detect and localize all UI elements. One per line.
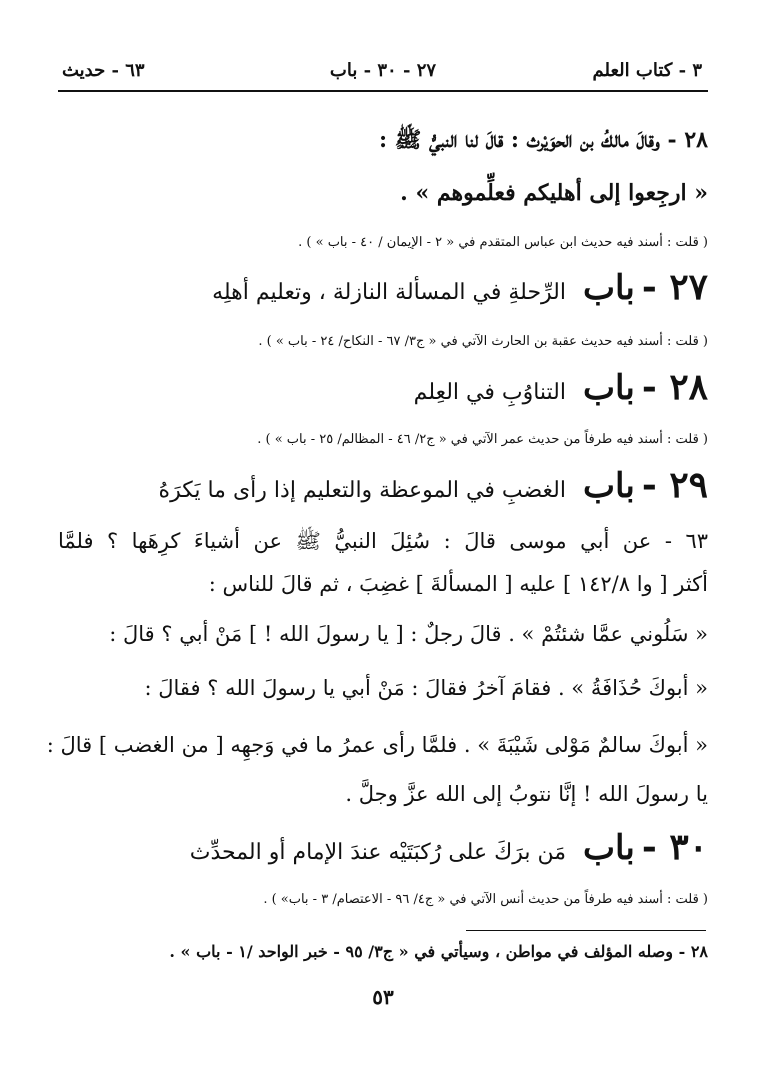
chapter-number: ٣٠ -	[641, 826, 708, 868]
hadith-line: « أبوكَ سالمٌ مَوْلى شَيْبَةَ » . فلمَّا رأى عمرُ ما في وَجهِه [ من الغضب ] قالَ :	[46, 733, 708, 757]
running-header	[58, 56, 708, 92]
page-number: ٥٣	[372, 985, 394, 1009]
chapter-heading	[58, 266, 708, 308]
text-line: ٢٨ - وقالَ مالكُ بن الحوَيْرث : قالَ لنا النبيُّ ﷺ :	[378, 127, 708, 153]
header-hadith-number: ٦٣ - حديث	[62, 60, 145, 81]
footnote: ٢٨ - وصله المؤلف في مواطن ، وسيأتي في « ج٣/ ٩٥ - خبر الواحد /١ - باب » .	[169, 942, 708, 961]
chapter-bab: باب	[583, 368, 635, 408]
chapter-heading	[58, 464, 708, 506]
chapter-bab: باب	[583, 268, 635, 308]
chapter-bab: باب	[583, 466, 635, 506]
chapter-number: ٢٨ -	[641, 366, 708, 408]
note-line: ( قلت : أسند فيه طرفاً من حديث عمر الآتي في « ج٢/ ٤٦ - المظالم/ ٢٥ - باب » ) .	[257, 432, 708, 447]
chapter-title: التناوُبِ في العِلم	[413, 380, 566, 405]
text-line: « ارجِعوا إلى أهليكم فعلِّموهم » .	[400, 180, 708, 206]
hadith-line: « سَلُوني عمَّا شئتُمْ » . قالَ رجلٌ : [ يا رسولَ الله ! ] مَنْ أبي ؟ قالَ :	[109, 622, 708, 646]
note-line: ( قلت : أسند فيه طرفاً من حديث أنس الآتي في « ج٤/ ٩٦ - الاعتصام/ ٣ - باب» ) .	[263, 892, 708, 907]
chapter-number: ٢٧ -	[641, 266, 708, 308]
footnote-divider	[466, 930, 706, 931]
note-line: ( قلت : أسند فيه حديث عقبة بن الحارث الآتي في « ج٣/ ٦٧ - النكاح/ ٢٤ - باب » ) .	[258, 334, 708, 349]
hadith-line: « أبوكَ حُذَافَةُ » . فقامَ آخرُ فقالَ : مَنْ أبي يا رسولَ الله ؟ فقالَ :	[144, 676, 708, 700]
chapter-title: مَن برَكَ على رُكبَتَيْه عندَ الإمام أو المحدِّث	[189, 840, 566, 865]
chapter-bab: باب	[583, 828, 635, 868]
header-book-title: ٣ - كتاب العلم	[592, 60, 702, 81]
hadith-line: أكثر [ وا ١٤٢/٨ ] عليه [ المسألةَ ] غضِبَ ، ثم قالَ للناس :	[208, 572, 708, 596]
hadith-line: يا رسولَ الله ! إنَّا نتوبُ إلى الله عزَّ وجلَّ .	[345, 782, 708, 806]
header-chapter-range: ٢٧ - ٣٠ - باب	[329, 60, 437, 81]
chapter-title: الرِّحلةِ في المسألة النازلة ، وتعليم أهلِه	[212, 280, 566, 305]
hadith-line: ٦٣ - عن أبي موسى قالَ : سُئِلَ النبيُّ ﷺ عن أشياءَ كرِهَها ؟ فلمَّا	[58, 529, 708, 553]
chapter-title: الغضبِ في الموعظة والتعليم إذا رأى ما يَكرَهُ	[158, 478, 566, 503]
chapter-heading	[58, 826, 708, 868]
note-line: ( قلت : أسند فيه حديث ابن عباس المتقدم في « ٢ - الإيمان / ٤٠ - باب » ) .	[298, 235, 708, 250]
chapter-number: ٢٩ -	[641, 464, 708, 506]
chapter-heading	[58, 366, 708, 408]
